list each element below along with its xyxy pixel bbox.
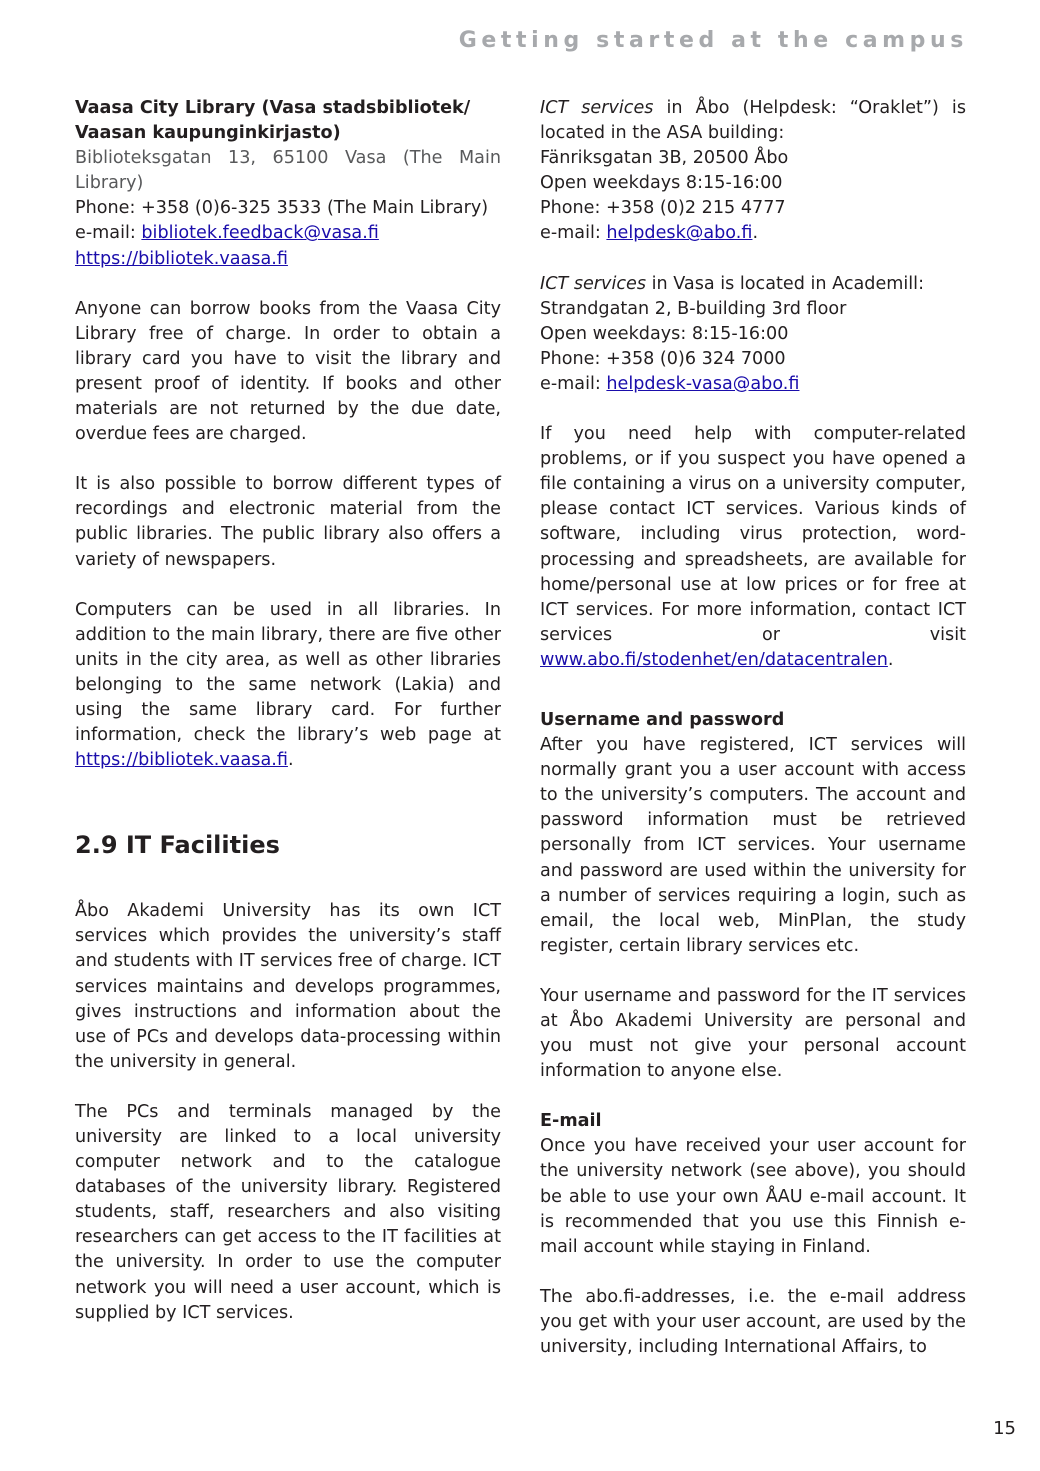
- library-email-link[interactable]: bibliotek.feedback@vasa.fi: [141, 223, 379, 244]
- username-paragraph-1: After you have registered, ICT services will normally grant you a user account with access to the university’s computers. The account and password information must be retrieved personally from ICT services. Your username and password are used within the university for a number of services requiring a login, such as email, the local web, MinPlan, the study register, certain library services etc.: [540, 735, 966, 956]
- ict-abo-contact: [540, 96, 966, 247]
- library-phone: Phone: +358 (0)6-325 3533 (The Main Library): [75, 198, 489, 219]
- library-web-link[interactable]: https://bibliotek.vaasa.fi: [75, 750, 288, 771]
- section-title: 2.9 IT Facilities: [75, 831, 280, 860]
- computers-text: Computers can be used in all libraries. In addition to the main library, there are five other units in the city area, as well as other libraries belonging to the same network (Lakia) and using the same library card. For further information, check the library’s web page at: [75, 599, 501, 746]
- ict-abo-phone: Phone: +358 (0)2 215 4777: [540, 198, 786, 219]
- recordings-paragraph: It is also possible to borrow different types of recordings and electronic material from the public libraries. The public library also offers a variety of newspapers.: [75, 474, 501, 570]
- email-end: .: [752, 223, 759, 244]
- email-prefix: e-mail:: [540, 373, 607, 394]
- username-section: [540, 708, 966, 959]
- email-paragraph-2: The abo.fi-addresses, i.e. the e-mail address you get with your user account, are used by the university, including International Affairs, to: [540, 1286, 966, 1358]
- computers-text-end: .: [287, 750, 294, 771]
- email-heading: E-mail: [540, 1111, 602, 1132]
- library-address: Biblioteksgatan 13, 65100 Vasa (The Main Library): [75, 148, 501, 194]
- ict-vasa-text: in Vasa is located in Academill:: [646, 273, 925, 294]
- library-contact: [75, 96, 501, 272]
- username-paragraph-2: Your username and password for the IT services at Åbo Akademi University are personal and you must not give your personal account information to anyone else.: [540, 985, 966, 1082]
- library-name-line1: Vaasa City Library (Vasa stadsbibliotek/: [75, 98, 471, 118]
- datacentralen-link[interactable]: www.abo.fi/stodenhet/en/datacentralen: [540, 649, 888, 670]
- running-header: Getting started at the campus: [458, 28, 968, 53]
- ict-abo-address: Fänriksgatan 3B, 20500 Åbo: [540, 148, 789, 169]
- right-column: [540, 96, 966, 1385]
- email-prefix: e-mail:: [75, 223, 142, 244]
- library-url-link[interactable]: https://bibliotek.vaasa.fi: [75, 248, 288, 269]
- ict-abo-intro: [540, 98, 966, 143]
- ict-abo-email-link[interactable]: helpdesk@abo.fi: [606, 223, 753, 244]
- borrowing-paragraph: Anyone can borrow books from the Vaasa City Library free of charge. In order to obtain a library card you have to visit the library and present proof of identity. If books and other materials are not returned by the due date, overdue fees are charged.: [75, 298, 501, 445]
- help-text: If you need help with computer-related problems, or if you suspect you have opened a file containing a virus on a university computer, please contact ICT services. Various kinds of software, including virus protection, word-processing and spreadsheets, are available for home/personal use at low prices or for free at ICT services. For more information, contact ICT services or visit: [540, 424, 966, 645]
- ict-vasa-email-link[interactable]: helpdesk-vasa@abo.fi: [606, 373, 800, 394]
- help-text-end: .: [887, 649, 894, 670]
- ict-vasa-hours: Open weekdays: 8:15-16:00: [540, 323, 789, 344]
- computers-paragraph: [75, 598, 501, 774]
- ict-vasa-intro: [540, 272, 966, 297]
- ict-vasa-address: Strandgatan 2, B-building 3rd floor: [540, 298, 847, 319]
- email-section: [540, 1109, 966, 1260]
- ict-vasa-email-line: [540, 372, 966, 397]
- ict-vasa-label: ICT services: [540, 273, 647, 294]
- ict-abo-email-line: [540, 221, 966, 246]
- email-prefix: e-mail:: [540, 223, 607, 244]
- ict-abo-text: in Åbo (Helpdesk: “Oraklet”) is located in the ASA building:: [540, 98, 966, 144]
- ict-vasa-contact: [540, 272, 966, 397]
- ict-abo-hours: Open weekdays 8:15-16:00: [540, 173, 783, 194]
- ict-intro-paragraph: Åbo Akademi University has its own ICT services which provides the university’s staff and students with IT services free of charge. ICT services maintains and develops programmes, gives instructions and information about the use of PCs and develops data-processing within the university in general.: [75, 901, 501, 1072]
- left-column: [75, 96, 501, 1351]
- page-number: 15: [993, 1418, 1016, 1439]
- library-name-line2: Vaasan kaupunginkirjasto): [75, 123, 341, 144]
- username-heading: Username and password: [540, 709, 785, 730]
- library-email-line: [75, 221, 501, 246]
- email-paragraph-1: Once you have received your user account for the university network (see above), you should be able to use your own ÅAU e-mail account. It is recommended that you use this Finnish e-mail account while staying in Finland.: [540, 1136, 966, 1257]
- ict-abo-label: ICT services: [540, 98, 654, 118]
- pc-network-paragraph: The PCs and terminals managed by the university are linked to a local university computer network and to the catalogue databases of the university library. Registered students, staff, researchers and also visiting researchers can get access to the IT facilities at the university. In order to use the computer network you will need a user account, which is supplied by ICT services.: [75, 1101, 501, 1323]
- ict-vasa-phone: Phone: +358 (0)6 324 7000: [540, 348, 786, 369]
- help-paragraph: [540, 422, 966, 673]
- library-url-line: [75, 247, 501, 272]
